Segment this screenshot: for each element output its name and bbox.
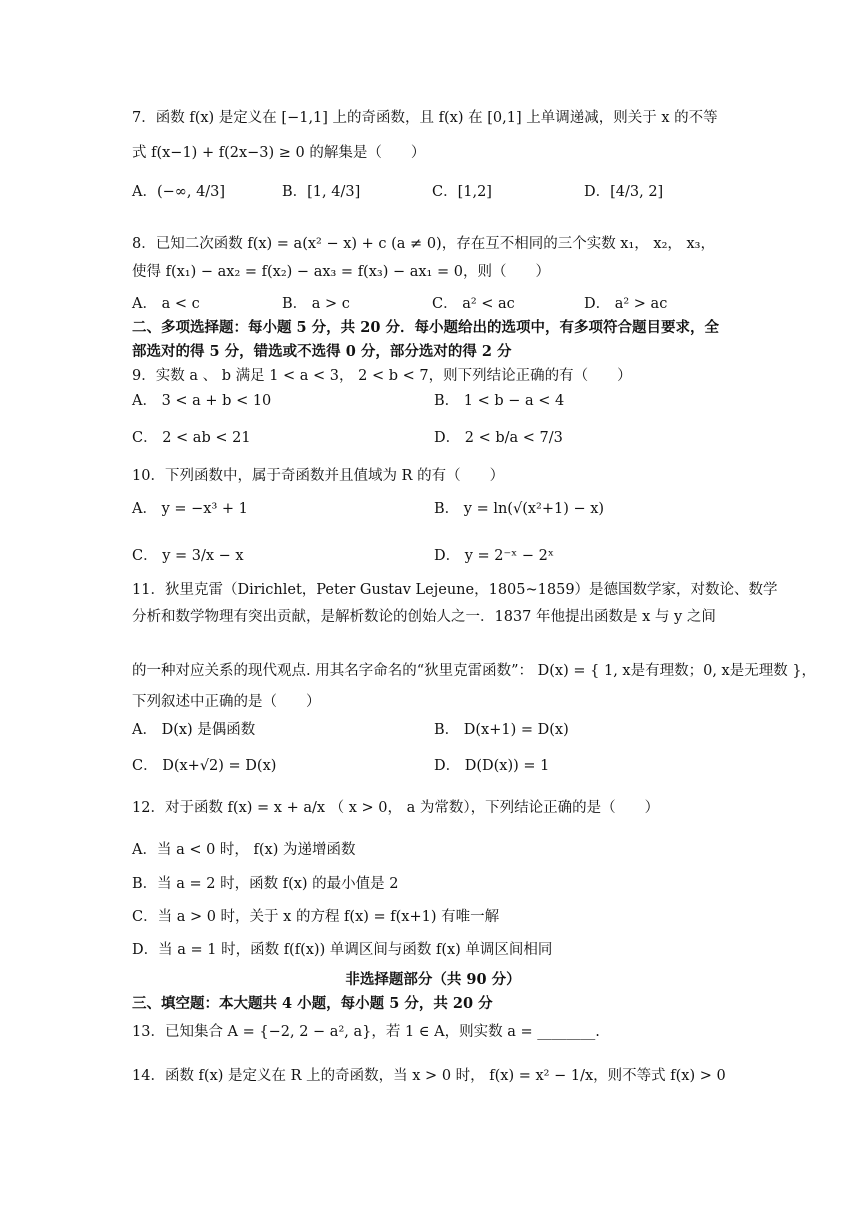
q7-option-d: D．[4/3, 2] [584, 184, 664, 200]
q9-option-b: B． 1 < b − a < 4 [434, 393, 565, 409]
q11-option-a: A． D(x) 是偶函数 [132, 722, 256, 738]
nonchoice-heading: 非选择题部分（共 90 分） [345, 971, 521, 988]
q7-option-b: B．[1, 4/3] [282, 184, 361, 200]
section3-heading: 三、填空题：本大题共 4 小题，每小题 5 分，共 20 分 [132, 995, 493, 1012]
section2-heading-line1: 二、多项选择题：每小题 5 分，共 20 分．每小题给出的选项中，有多项符合题目要求，全 [132, 319, 719, 336]
q7-option-a: A．(−∞, 4/3] [132, 184, 226, 200]
q11-option-b: B． D(x+1) = D(x) [434, 722, 569, 738]
q9-option-c: C． 2 < ab < 21 [132, 430, 251, 446]
q9-option-a: A． 3 < a + b < 10 [132, 393, 272, 409]
q8-option-a: A． a < c [132, 296, 200, 312]
q7-line1: 7．函数 f(x) 是定义在 [−1,1] 上的奇函数，且 f(x) 在 [0,1] 上单调递减，则关于 x 的不等 [132, 110, 718, 126]
q8-option-d: D． a² > ac [584, 296, 668, 312]
q10-stem: 10．下列函数中，属于奇函数并且值域为 R 的有（ ） [132, 468, 505, 484]
q8-line2: 使得 f(x₁) − ax₂ = f(x₂) − ax₃ = f(x₃) − ax₁ = 0，则（ ） [132, 264, 550, 280]
section2-heading-line2: 部选对的得 5 分，错选或不选得 0 分，部分选对的得 2 分 [132, 343, 512, 360]
q12-option-d: D．当 a = 1 时，函数 f(f(x)) 单调区间与函数 f(x) 单调区间相同 [132, 942, 553, 958]
q8-option-b: B． a > c [282, 296, 350, 312]
q10-option-d: D． y = 2⁻ˣ − 2ˣ [434, 548, 555, 564]
q12-stem: 12．对于函数 f(x) = x + a/x （ x > 0， a 为常数），下列结论正确的是（ ） [132, 800, 660, 816]
q11-option-d: D． D(D(x)) = 1 [434, 758, 550, 774]
q9-option-d: D． 2 < b/a < 7/3 [434, 430, 563, 446]
q7-line2: 式 f(x−1) + f(2x−3) ≥ 0 的解集是（ ） [132, 145, 426, 161]
q11-line2: 分析和数学物理有突出贡献，是解析数论的创始人之一．1837 年他提出函数是 x 与 y 之间 [132, 609, 716, 625]
q12-option-b: B．当 a = 2 时，函数 f(x) 的最小值是 2 [132, 876, 399, 892]
q10-option-b: B． y = ln(√(x²+1) − x) [434, 501, 605, 517]
q8-option-c: C． a² < ac [432, 296, 515, 312]
q12-option-c: C．当 a > 0 时，关于 x 的方程 f(x) = f(x+1) 有唯一解 [132, 909, 500, 925]
q10-option-c: C． y = 3/x − x [132, 548, 244, 564]
q9-stem: 9．实数 a 、 b 满足 1 < a < 3， 2 < b < 7，则下列结论正确的有（ ） [132, 368, 632, 384]
q10-option-a: A． y = −x³ + 1 [132, 501, 248, 517]
q11-line4: 下列叙述中正确的是（ ） [132, 694, 321, 710]
q11-option-c: C． D(x+√2) = D(x) [132, 758, 277, 774]
q13-stem: 13．已知集合 A = {−2, 2 − a², a}，若 1 ∈ A，则实数 a = ________. [132, 1024, 600, 1040]
q11-line3: 的一种对应关系的现代观点. 用其名字命名的“狄里克雷函数”： D(x) = { 1, x是有理数；0, x是无理数 }， [132, 663, 817, 679]
q14-stem: 14．函数 f(x) 是定义在 R 上的奇函数，当 x > 0 时， f(x) = x² − 1/x，则不等式 f(x) > 0 [132, 1068, 726, 1084]
q11-line1: 11．狄里克雷（Dirichlet，Peter Gustav Lejeune，1805~1859）是德国数学家，对数论、数学 [132, 582, 778, 598]
q7-option-c: C．[1,2] [432, 184, 492, 200]
q12-option-a: A．当 a < 0 时， f(x) 为递增函数 [132, 842, 356, 858]
q8-line1: 8．已知二次函数 f(x) = a(x² − x) + c (a ≠ 0)，存在互不相同的三个实数 x₁， x₂， x₃， [132, 236, 715, 252]
